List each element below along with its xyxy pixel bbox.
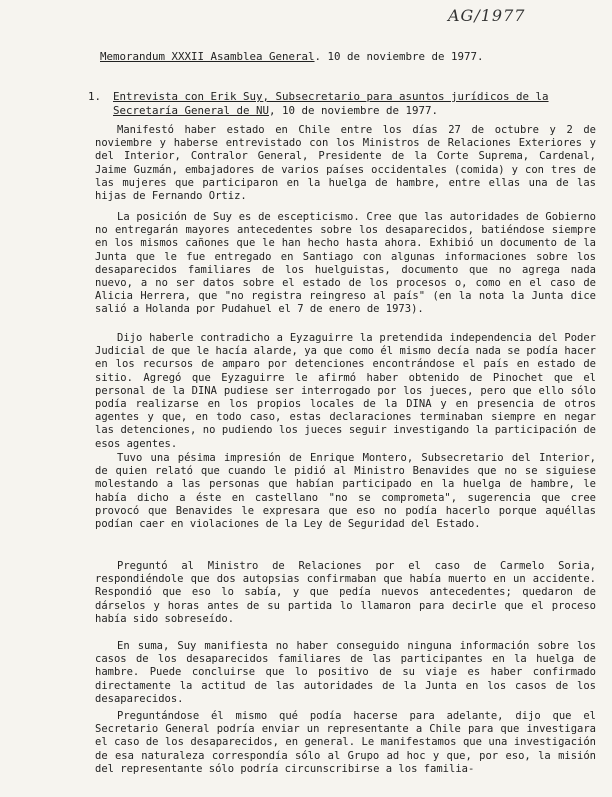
item-heading-text: Entrevista con Erik Suy, Subsecretario para asuntos jurídicos de la Secretaría General de NU [113, 90, 549, 117]
memo-title: Memorandum XXXII Asamblea General [100, 50, 315, 63]
item-number: 1. [88, 90, 102, 103]
paragraph-4 [95, 452, 596, 531]
item-heading [88, 90, 596, 118]
memo-date: . 10 de noviembre de 1977. [314, 50, 484, 63]
paragraph-4-text: Tuvo una pésima impresión de Enrique Montero, Subsecretario del Interior, de quien relató que cuando le pidió al Ministro Benavides que no se siguiese molestando a las personas que habían participado en la huelga de hambre, le había dicho a éste en castellano "no se comprometa", sugerencia que cree provocó que Benavides le expresara que eso no podía hacerlo porque aquéllas podían caer en violaciones de la Ley de Seguridad del Estado. [95, 452, 596, 531]
memo-header [100, 50, 592, 64]
paragraph-6-text: En suma, Suy manifiesta no haber conseguido ninguna información sobre los casos de los desaparecidos familiares de las participantes en la huelga de hambre. Puede concluirse que lo positivo de su viaje es haber confirmado directamente la actitud de las autoridades de la Junta en los casos de los desaparecidos. [95, 640, 596, 705]
paragraph-2-text: La posición de Suy es de escepticismo. Cree que las autoridades de Gobierno no entregarán mayores antecedentes sobre los desaparecidos, batiéndose siempre en los mismos cañones que le han hecho hasta ahora. Exhibió un documento de la Junta que le fue entregado en Santiago con algunas informaciones sobre los desaparecidos familiares de los huelguistas, documento que no agrega nada nuevo, a no ser datos sobre el estado de los procesos o, como en el caso de Alicia Herrera, que "no registra reingreso al país" (en la nota la Junta dice salió a Holanda por Pudahuel el 7 de enero de 1973). [95, 211, 596, 316]
paragraph-5-text: Preguntó al Ministro de Relaciones por el caso de Carmelo Soria, respondiéndole que dos autopsias confirmaban que había muerto en un accidente. Respondió que eso lo sabía, y que pedía nuevos antecedentes; quedaron de dárselos y horas antes de su partida lo llamaron para decirle que el proceso había sido sobreseído. [95, 560, 596, 625]
paragraph-3 [95, 332, 596, 451]
archive-reference-mark: AG/1977 [448, 6, 526, 25]
item-heading-date: , 10 de noviembre de 1977. [269, 104, 439, 117]
paragraph-1-text: Manifestó haber estado en Chile entre los días 27 de octubre y 2 de noviembre y haberse entrevistado con los Ministros de Relaciones Exteriores y del Interior, Contralor General, Presidente de la Corte Suprema, Cardenal, Jaime Guzmán, embajadores de varios países occidentales (comida) y con tres de las mujeres que participaron en la huelga de hambre, entre ellas una de las hijas de Fernando Ortiz. [95, 124, 596, 203]
paragraph-3-text: Dijo haberle contradicho a Eyzaguirre la pretendida independencia del Poder Judicial de que le hacía alarde, ya que como él mismo decía nada se podía hacer en los recursos de amparo por detenciones encontrándose el país en estado de sitio. Agregó que Eyzaguirre le afirmó haber obtenido de Pinochet que el personal de la DINA pudiese ser interrogado por los jueces, pero que ello sólo podía realizarse en los propios locales de la DINA y en presencia de otros agentes y que, en todo caso, estas declaraciones terminaban siempre en negar las detenciones, no pudiendo los jueces seguir investigando la participación de esos agentes. [95, 332, 596, 450]
paragraph-5 [95, 560, 596, 626]
paragraph-7 [95, 710, 596, 776]
paragraph-2 [95, 211, 596, 317]
paragraph-6 [95, 640, 596, 706]
paragraph-1 [95, 124, 596, 203]
paragraph-7-text: Preguntándose él mismo qué podía hacerse para adelante, dijo que el Secretario General podría enviar un representante a Chile para que investigara el caso de los desaparecidos, en general. Le manifestamos que una investigación de esa naturaleza correspondía sólo al Grupo ad hoc y que, por eso, la misión del representante sólo podría circunscribirse a los familia- [95, 710, 596, 775]
